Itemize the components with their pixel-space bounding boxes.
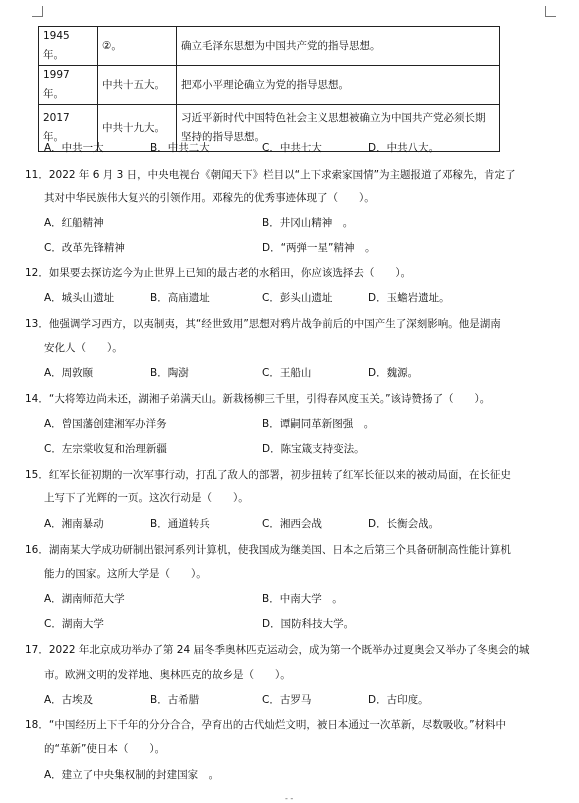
option-a: A．古埃及 (44, 694, 94, 706)
page-corner-mark (32, 6, 43, 17)
question-stem-continued: 上写下了光辉的一页。这次行动是（ ）。 (44, 492, 249, 504)
question-stem-continued: 的“革新”使日本（ ）。 (44, 743, 166, 755)
question-12 (25, 265, 411, 280)
option-a: A．红船精神 (44, 217, 104, 229)
question-stem: 他强调学习西方，以夷制夷，其“经世致用”思想对鸦片战争前后的中国产生了深刻影响。他是湖南 (48, 318, 501, 330)
q10-option-c: C．中共七大 (262, 142, 322, 154)
option-c: C．古罗马 (262, 694, 312, 706)
q10-option-d: D．中共八大。 (368, 142, 440, 154)
table-cell-year: 1945 年。 (39, 27, 98, 66)
option-a: A．湘南暴动 (44, 518, 104, 530)
question-stem: “中国经历上下千年的分分合合，孕育出的古代灿烂文明，被日本通过一次革新，尽数吸收。”材料中 (48, 719, 507, 731)
question-stem: 湖南某大学成功研制出银河系列计算机，使我国成为继美国、日本之后第三个具备研制高性能计算机 (48, 544, 511, 556)
option-b: B．中南大学 。 (262, 593, 343, 605)
question-stem: 2022 年北京成功举办了第 24 届冬季奥林匹克运动会，成为第一个既举办过夏奥会又举办了冬奥会的城 (48, 644, 530, 656)
option-d: D．陈宝箴支持变法。 (262, 443, 365, 455)
option-d: D．玉蟾岩遗址。 (368, 292, 450, 304)
page-number-mark: - - (285, 794, 294, 803)
option-c: C．改革先锋精神 (44, 242, 125, 254)
question-number: 14． (25, 393, 49, 405)
table-cell-event: 把邓小平理论确立为党的指导思想。 (177, 66, 500, 105)
option-b: B．井冈山精神 。 (262, 217, 354, 229)
question-13 (25, 316, 501, 331)
question-11 (25, 167, 516, 182)
question-number: 11． (25, 169, 49, 181)
question-16 (25, 542, 511, 557)
option-a: A．周敦颐 (44, 367, 94, 379)
option-c: C．彭头山遗址 (262, 292, 333, 304)
option-b: B．高庙遗址 (150, 292, 210, 304)
table-cell-year: 2017 年。 (39, 105, 98, 152)
table-cell-meeting: 中共十五大。 (98, 66, 177, 105)
table-cell-event: 确立毛泽东思想为中国共产党的指导思想。 (177, 27, 500, 66)
option-d: D．长衡会战。 (368, 518, 440, 530)
question-14 (25, 391, 490, 406)
table-cell-event: 习近平新时代中国特色社会主义思想被确立为中国共产党必须长期坚持的指导思想。 (177, 105, 500, 152)
option-d: D．古印度。 (368, 694, 429, 706)
option-c: C．湘西会战 (262, 518, 322, 530)
table-cell-year: 1997 年。 (39, 66, 98, 105)
option-b: B．古希腊 (150, 694, 200, 706)
question-number: 12． (25, 267, 49, 279)
question-stem-continued: 能力的国家。这所大学是（ ）。 (44, 568, 207, 580)
option-a: A．建立了中央集权制的封建国家 。 (44, 769, 220, 781)
question-18 (25, 717, 506, 732)
question-stem: 红军长征初期的一次军事行动，打乱了敌人的部署，初步扭转了红军长征以来的被动局面，在长征史 (48, 469, 511, 481)
option-c: C．王船山 (262, 367, 312, 379)
question-number: 15． (25, 469, 49, 481)
table-row (39, 66, 500, 105)
q10-option-a: A．中共一大 (44, 142, 104, 154)
option-d: D．魏源。 (368, 367, 419, 379)
question-number: 13． (25, 318, 49, 330)
option-c: C．左宗棠收复和治理新疆 (44, 443, 167, 455)
table-row (39, 27, 500, 66)
question-number: 16． (25, 544, 49, 556)
option-a: A．曾国藩创建湘军办洋务 (44, 418, 167, 430)
question-number: 18． (25, 719, 49, 731)
page-corner-mark (545, 6, 556, 17)
option-d: D．国防科技大学。 (262, 618, 355, 630)
question-stem: “大将筹边尚未还，湖湘子弟满天山。新栽杨柳三千里，引得春风度玉关。”该诗赞扬了（ ）。 (48, 393, 491, 405)
q10-option-b: B．中共二大 (150, 142, 210, 154)
option-b: B．陶澍 (150, 367, 189, 379)
question-number: 17． (25, 644, 49, 656)
table-cell-meeting: 中共十九大。 (98, 105, 177, 152)
option-b: B．通道转兵 (150, 518, 210, 530)
question-stem: 2022 年 6 月 3 日，中央电视台《朝闻天下》栏目以“上下求索家国情”为主题报道了邓稼先，肯定了 (48, 169, 516, 181)
option-d: D．“两弹一星”精神 。 (262, 242, 376, 254)
question-stem-continued: 其对中华民族伟大复兴的引领作用。邓稼先的优秀事迹体现了（ ）。 (44, 192, 375, 204)
option-c: C．湖南大学 (44, 618, 104, 630)
question-stem-continued: 市。欧洲文明的发祥地、奥林匹克的故乡是（ ）。 (44, 669, 291, 681)
option-a: A．湖南师范大学 (44, 593, 125, 605)
table-cell-meeting: ②。 (98, 27, 177, 66)
question-15 (25, 467, 511, 482)
question-stem: 如果要去探访迄今为止世界上已知的最古老的水稻田，你应该选择去（ ）。 (48, 267, 412, 279)
option-b: B．谭嗣同革新图强 。 (262, 418, 375, 430)
question-stem-continued: 安化人（ ）。 (44, 342, 123, 354)
option-a: A．城头山遗址 (44, 292, 115, 304)
question-17 (25, 642, 529, 657)
history-table (38, 26, 500, 152)
